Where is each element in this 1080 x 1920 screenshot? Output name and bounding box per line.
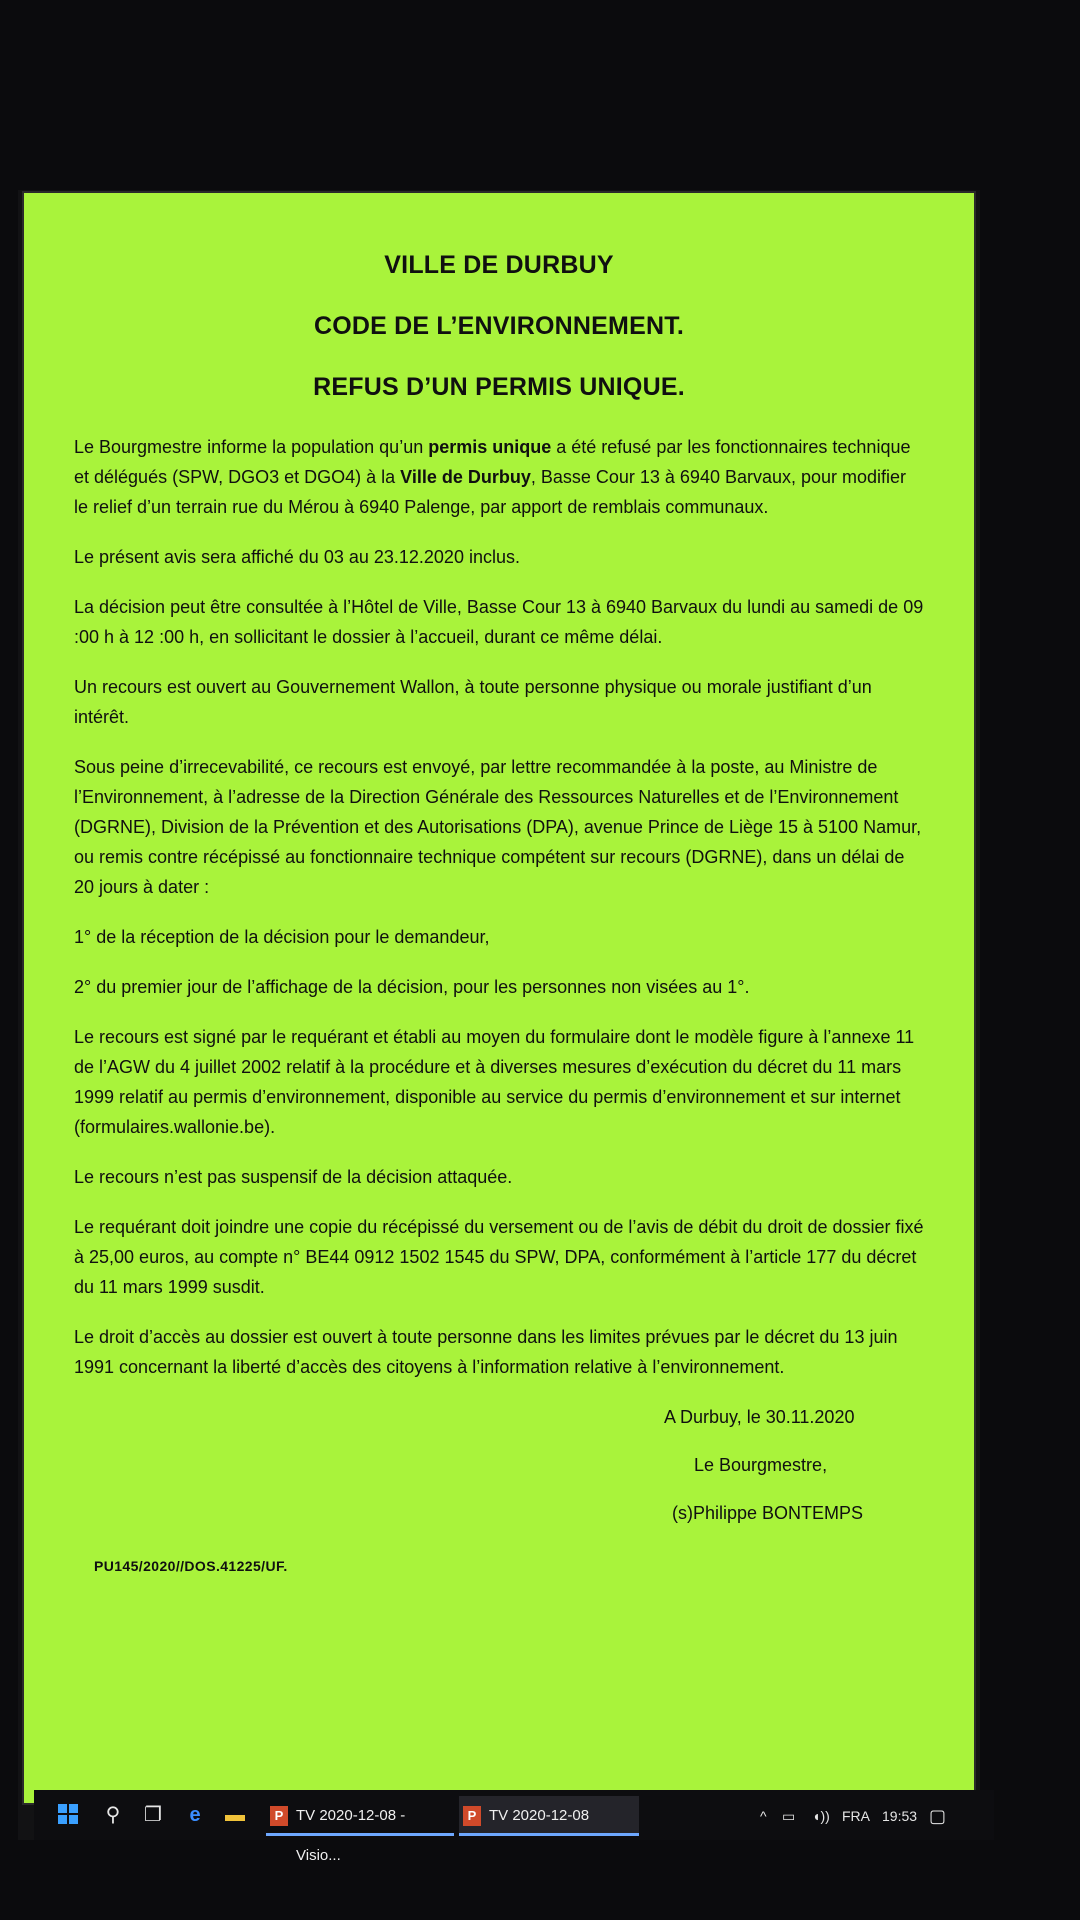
intro-bold-ville: Ville de Durbuy bbox=[400, 467, 531, 487]
paragraph-acces: Le droit d’accès au dossier est ouvert à toute personne dans les limites prévues par le décret du 13 juin 1991 concernant la liberté d’accès des citoyens à l’information relative à l’environnement. bbox=[74, 1327, 898, 1377]
title-code: CODE DE L’ENVIRONNEMENT. bbox=[313, 312, 685, 340]
windows-icon bbox=[58, 1804, 78, 1824]
chevron-up-icon[interactable]: ^ bbox=[760, 1808, 767, 1824]
paragraph-formulaire: Le recours est signé par le requérant et établi au moyen du formulaire dont le modèle figure à l’annexe 11 de l’AGW du 4 juillet 2002 relatif à la procédure et à diverses mesures d’exécution du décret du 11 mars 1999 relatif au permis d’environnement, disponible au service du permis d’environnement et sur internet (formulaires.wallonie.be). bbox=[74, 1027, 915, 1137]
taskbar-app-active[interactable] bbox=[459, 1796, 639, 1836]
title-refus: REFUS D’UN PERMIS UNIQUE. bbox=[313, 373, 685, 401]
start-button[interactable] bbox=[58, 1804, 80, 1826]
signature-role: Le Bourgmestre, bbox=[694, 1455, 828, 1475]
network-icon[interactable]: ▭ bbox=[782, 1808, 796, 1824]
taskbar-app-label: TV 2020-12-08 - Visio... bbox=[296, 1807, 406, 1864]
edge-icon[interactable]: e bbox=[189, 1804, 201, 1826]
language-indicator[interactable]: FRA bbox=[842, 1808, 870, 1824]
powerpoint-icon: P bbox=[270, 1806, 288, 1826]
paragraph-versement: Le requérant doit joindre une copie du récépissé du versement ou de l’avis de débit du droit de dossier fixé à 25,00 euros, au compte n° BE44 0912 1502 1545 du SPW, DPA, conformément à l’article 177 du décret du 11 mars 1999 susdit. bbox=[74, 1217, 924, 1297]
intro-text-3: , Basse Cour 13 à 6940 Barvaux, pour modifier le relief d’un terrain rue du Mérou à 6940 Palenge, par apport de remblais communaux. bbox=[74, 467, 907, 517]
intro-text-1: Le Bourgmestre informe la population qu’un bbox=[74, 437, 429, 457]
volume-icon[interactable]: ◖)) bbox=[812, 1808, 830, 1824]
paragraph-affichage: Le présent avis sera affiché du 03 au 23.12.2020 inclus. bbox=[74, 547, 520, 567]
notice-document bbox=[74, 251, 924, 1574]
document-viewer bbox=[24, 193, 974, 1803]
paragraph-item-2: 2° du premier jour de l’affichage de la décision, pour les personnes non visées au 1°. bbox=[74, 977, 750, 997]
clock[interactable]: 19:53 bbox=[882, 1808, 918, 1824]
paragraph-intro bbox=[74, 432, 924, 522]
intro-bold-permis: permis unique bbox=[428, 437, 552, 457]
signature-block bbox=[664, 1402, 924, 1528]
paragraph-suspensif: Le recours n’est pas suspensif de la décision attaquée. bbox=[74, 1167, 513, 1187]
paragraph-consultation: La décision peut être consultée à l’Hôtel de Ville, Basse Cour 13 à 6940 Barvaux du lundi au samedi de 09 :00 h à 12 :00 h, en sollicitant le dossier à l’accueil, durant ce même délai. bbox=[74, 597, 924, 647]
signature-name: (s)Philippe BONTEMPS bbox=[672, 1503, 864, 1523]
taskbar-app-viewer[interactable] bbox=[266, 1796, 454, 1864]
intro-text-2: a été refusé par les fonctionnaires technique et délégués (SPW, DGO3 et DGO4) à la bbox=[74, 437, 911, 487]
paragraph-item-1: 1° de la réception de la décision pour le demandeur, bbox=[74, 927, 490, 947]
search-icon[interactable]: ⚲ bbox=[105, 1804, 121, 1826]
taskbar-app-label: TV 2020-12-08 bbox=[489, 1807, 590, 1824]
paragraph-irrecevabilite: Sous peine d’irrecevabilité, ce recours est envoyé, par lettre recommandée à la poste, au Ministre de l’Environnement, à l’adresse de la Direction Générale des Ressources Naturelles et de l’Environnement (DGRNE), Division de la Prévention et des Autorisations (DPA), avenue Prince de Liège 15 à 5100 Namur, ou remis contre récépissé au fonctionnaire technique compétent sur recours (DGRNE), dans un délai de 20 jours à dater : bbox=[74, 757, 922, 897]
powerpoint-icon: P bbox=[463, 1806, 481, 1826]
notification-icon[interactable]: ▢ bbox=[929, 1806, 947, 1826]
folder-icon[interactable]: ▬ bbox=[225, 1804, 245, 1826]
task-view-icon[interactable]: ❐ bbox=[144, 1804, 162, 1826]
taskbar bbox=[34, 1790, 994, 1864]
title-ville: VILLE DE DURBUY bbox=[384, 251, 614, 279]
document-reference: PU145/2020//DOS.41225/UF. bbox=[94, 1558, 288, 1574]
signature-place-date: A Durbuy, le 30.11.2020 bbox=[664, 1407, 855, 1427]
paragraph-recours: Un recours est ouvert au Gouvernement Wallon, à toute personne physique ou morale justifiant d’un intérêt. bbox=[74, 677, 872, 727]
